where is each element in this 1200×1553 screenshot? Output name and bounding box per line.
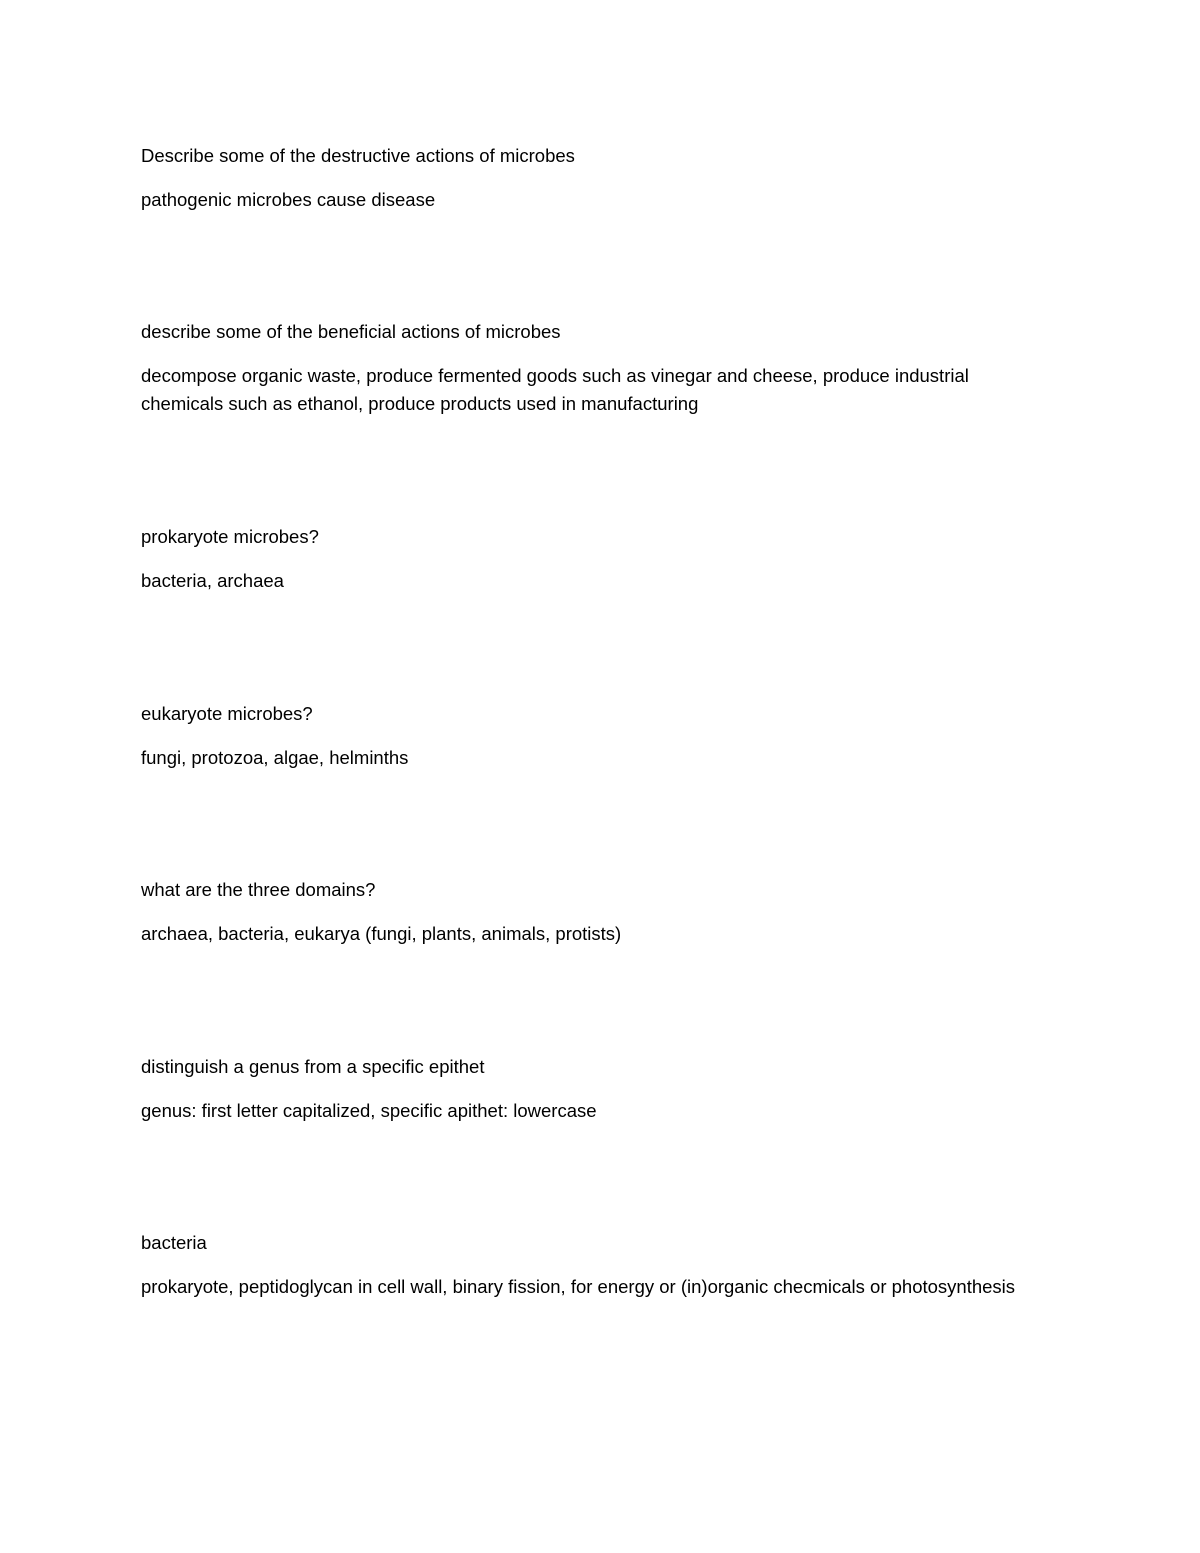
answer-text: genus: first letter capitalized, specific apithet: lowercase <box>141 1100 597 1121</box>
answer-text: archaea, bacteria, eukarya (fungi, plants, animals, protists) <box>141 923 622 944</box>
question-text: distinguish a genus from a specific epithet <box>141 1056 485 1077</box>
answer-text: bacteria, archaea <box>141 570 284 591</box>
question-text: prokaryote microbes? <box>141 526 319 547</box>
answer-text: fungi, protozoa, algae, helminths <box>141 747 409 768</box>
question-text: Describe some of the destructive actions of microbes <box>141 145 575 166</box>
question-text: eukaryote microbes? <box>141 703 313 724</box>
question-text: what are the three domains? <box>141 879 376 900</box>
answer-text: prokaryote, peptidoglycan in cell wall, binary fission, for energy or (in)organic checmicals or photosynthesis <box>141 1276 1016 1297</box>
question-text: bacteria <box>141 1232 207 1253</box>
answer-text: pathogenic microbes cause disease <box>141 189 436 210</box>
answer-text: decompose organic waste, produce fermented goods such as vinegar and cheese, produce industrial chemicals such as ethanol, produce products used in manufacturing <box>141 365 969 414</box>
question-text: describe some of the beneficial actions of microbes <box>141 321 561 342</box>
